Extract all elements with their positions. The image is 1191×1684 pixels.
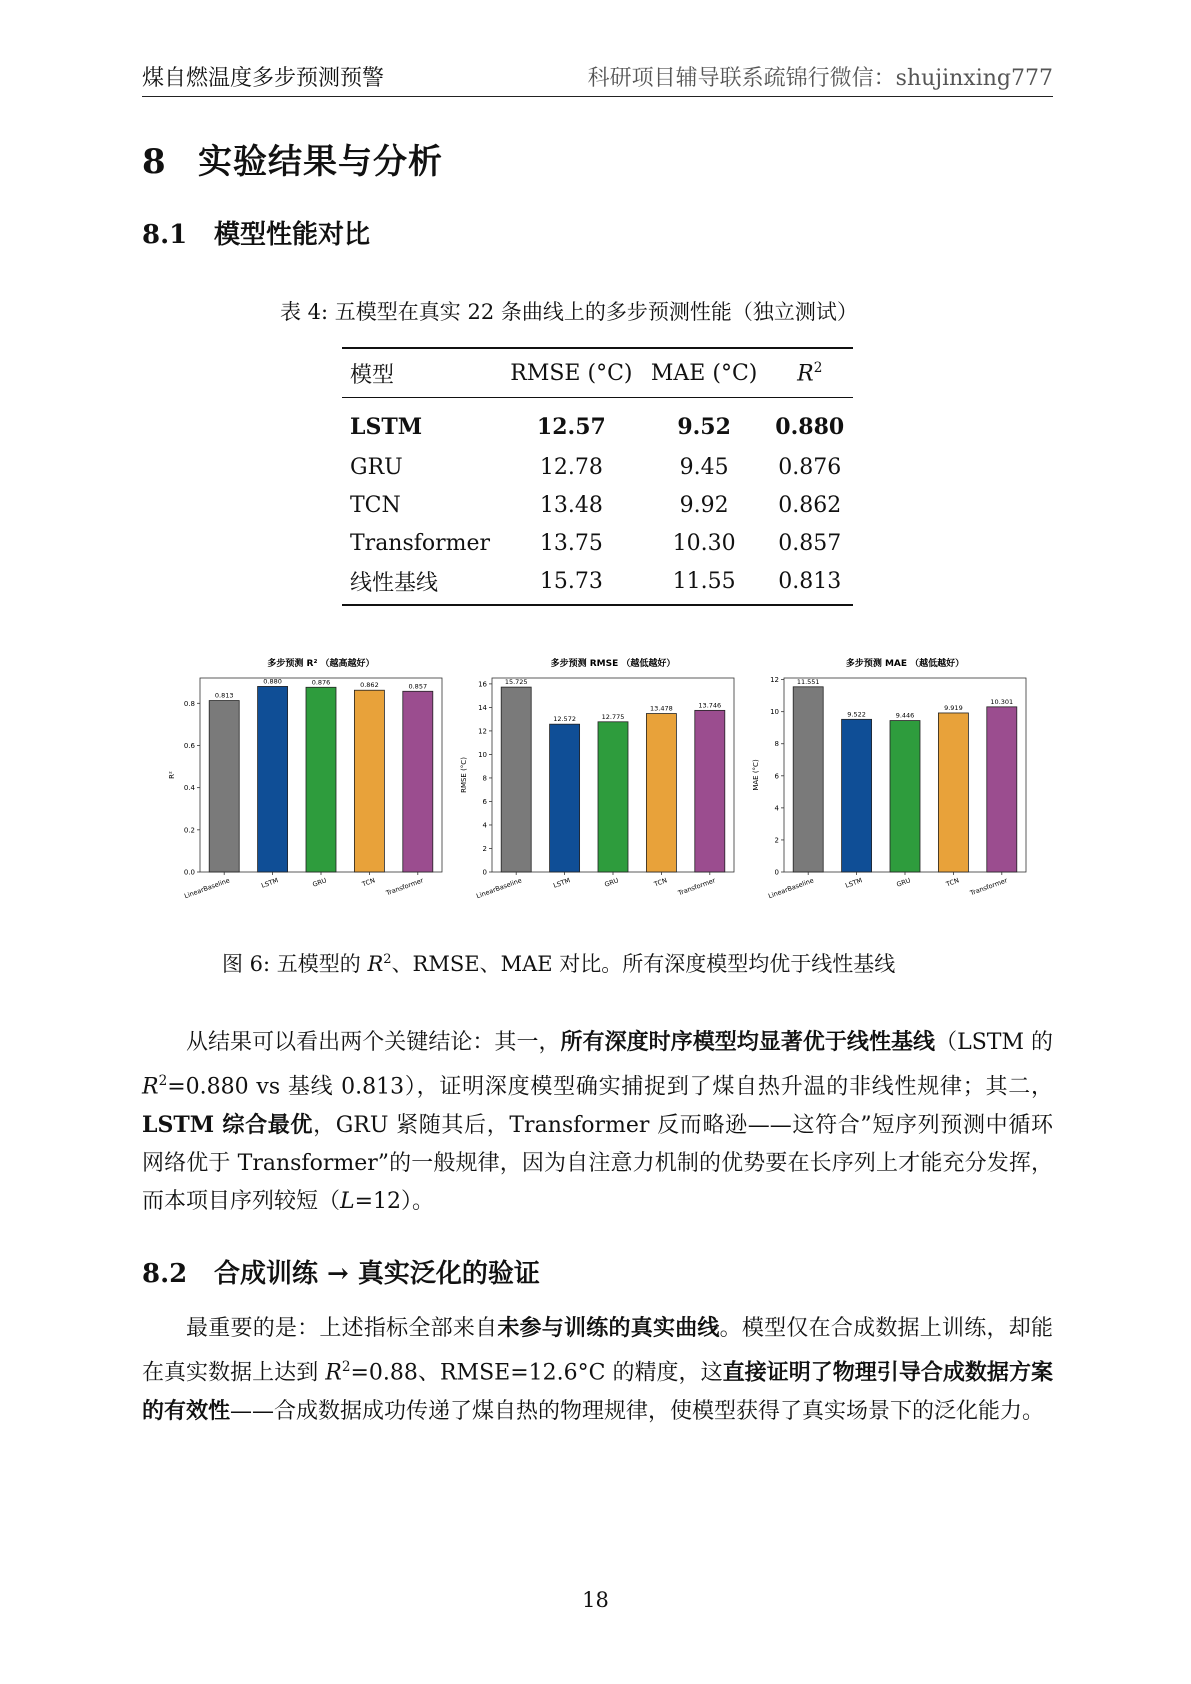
bar (987, 707, 1017, 872)
data-label: 0.857 (408, 682, 428, 691)
y-tick-label: 0 (774, 868, 779, 877)
col-header-model: 模型 (342, 348, 501, 398)
data-label: 12.775 (601, 712, 625, 721)
x-tick-label: Transformer (677, 876, 717, 898)
table-cell: 13.75 (539, 530, 603, 556)
subsection-number: 8.2 (142, 1259, 188, 1289)
col-header-r2: $R^2$ (767, 348, 854, 398)
x-tick-label: LSTM (552, 876, 572, 890)
x-tick-label: LinearBaseline (183, 876, 231, 901)
data-label: 9.919 (944, 703, 963, 712)
table-cell: TCN (350, 492, 401, 518)
y-axis-label: RMSE (°C) (460, 757, 468, 793)
table-cell: 12.78 (539, 454, 603, 480)
paragraph-validation: 最重要的是：上述指标全部来自未参与训练的真实曲线。模型仅在合成数据上训练，却能在真实数据上达到 $R^2=0.88$、RMSE=12.6°C 的精度，这直接证明了物理引导合成数据方案的有效性——合成数据成功传递了煤自热的物理规律，使模型获得了真实场景下的泛化能力。 (142, 1315, 1053, 1425)
table-cell: 12.57 (536, 414, 606, 440)
x-tick-label: TCN (361, 876, 377, 889)
data-label: 15.725 (504, 678, 528, 687)
rmse-bar-chart (452, 650, 744, 920)
data-label: 10.301 (990, 697, 1014, 706)
table-row (342, 562, 853, 605)
y-tick-label: 12 (770, 676, 779, 685)
section-heading (142, 134, 443, 183)
y-tick-label: 8 (482, 774, 487, 783)
x-tick-label: GRU (603, 876, 620, 889)
col-header-rmse: RMSE (°C) (501, 348, 642, 398)
x-tick-label: LinearBaseline (475, 876, 523, 901)
results-table (342, 347, 853, 606)
table-caption: 表 4: 五模型在真实 22 条曲线上的多步预测性能（独立测试） (280, 300, 858, 324)
data-label: 12.572 (553, 715, 576, 724)
bar (306, 687, 336, 872)
y-tick-label: 0.4 (183, 784, 195, 793)
data-label: 9.522 (847, 710, 866, 719)
r2-bar-chart (160, 650, 452, 920)
bar (646, 714, 676, 872)
y-tick-label: 8 (774, 740, 779, 749)
table-cell: 9.52 (677, 414, 731, 440)
data-label: 0.880 (263, 677, 282, 686)
y-axis-label: R² (168, 771, 176, 779)
x-tick-label: LSTM (844, 876, 864, 890)
subsection-title: 合成训练 → 真实泛化的验证 (214, 1259, 540, 1289)
y-tick-label: 0 (482, 868, 487, 877)
chart-title: 多步预测 MAE （越低越好） (845, 659, 965, 669)
y-tick-label: 4 (482, 821, 487, 830)
table-cell: GRU (350, 454, 403, 480)
y-tick-label: 2 (774, 836, 779, 845)
data-label: 0.862 (360, 681, 379, 690)
table-cell: 9.45 (679, 454, 729, 480)
bar (209, 701, 239, 872)
bar (550, 724, 580, 872)
table-cell: 9.92 (679, 492, 729, 518)
table-cell: 0.880 (775, 414, 845, 440)
section-number: 8 (142, 142, 167, 182)
y-tick-label: 14 (478, 703, 487, 712)
table-cell: Transformer (350, 530, 491, 556)
data-label: 0.813 (214, 691, 234, 700)
bar (501, 687, 531, 872)
table-row (342, 486, 853, 524)
header-contact: 科研项目辅导联系疏锦行微信：shujinxing777 (587, 66, 1053, 91)
table-row (342, 398, 853, 449)
bar (695, 710, 725, 872)
y-tick-label: 2 (482, 844, 487, 853)
y-tick-label: 0.6 (183, 741, 195, 750)
y-tick-label: 6 (482, 797, 487, 806)
table-row (342, 524, 853, 562)
x-tick-label: LSTM (260, 876, 280, 890)
bar (403, 691, 433, 872)
bar (842, 719, 872, 872)
subsection-heading-2 (142, 1253, 540, 1290)
y-tick-label: 6 (774, 772, 779, 781)
bar (890, 721, 920, 872)
table-cell: 0.857 (778, 530, 842, 556)
figure-caption: 图 6: 五模型的 $R^2$、RMSE、MAE 对比。所有深度模型均优于线性基线 (222, 952, 896, 976)
mae-bar-chart (744, 650, 1036, 920)
subsection-heading-1 (142, 214, 370, 251)
bar (938, 713, 968, 872)
data-label: 0.876 (311, 678, 331, 687)
bar (258, 686, 288, 872)
table-cell: LSTM (350, 414, 423, 440)
y-tick-label: 0.8 (183, 699, 195, 708)
subsection-number: 8.1 (142, 220, 188, 250)
y-tick-label: 16 (478, 680, 487, 689)
table-cell: 线性基线 (342, 562, 501, 605)
table-cell: 15.73 (501, 562, 642, 605)
table-cell: 0.862 (778, 492, 842, 518)
running-header (142, 62, 1053, 97)
x-tick-label: Transformer (385, 876, 425, 898)
subsection-title: 模型性能对比 (214, 220, 371, 250)
col-header-mae: MAE (°C) (642, 348, 767, 398)
table-cell: 11.55 (642, 562, 767, 605)
page-number: 18 (582, 1588, 609, 1612)
figure-charts (160, 650, 1040, 920)
data-label: 13.478 (650, 704, 673, 713)
y-tick-label: 10 (478, 750, 487, 759)
chart-title: 多步预测 R² （越高越好） (267, 659, 375, 669)
x-tick-label: GRU (311, 876, 328, 889)
x-tick-label: LinearBaseline (767, 876, 815, 901)
x-tick-label: TCN (653, 876, 669, 889)
data-label: 11.551 (796, 677, 820, 686)
table-cell: 13.48 (539, 492, 603, 518)
x-tick-label: Transformer (969, 876, 1009, 898)
x-tick-label: TCN (945, 876, 961, 889)
y-tick-label: 4 (774, 804, 779, 813)
table-row (342, 448, 853, 486)
section-title: 实验结果与分析 (198, 142, 443, 182)
table-header-row (342, 348, 853, 398)
chart-title: 多步预测 RMSE （越低越好） (550, 659, 676, 669)
y-tick-label: 10 (770, 708, 779, 717)
y-tick-label: 12 (478, 727, 487, 736)
bar (793, 687, 823, 872)
header-title: 煤自燃温度多步预测预警 (142, 66, 385, 91)
data-label: 9.446 (895, 711, 915, 720)
table-cell: 10.30 (672, 530, 736, 556)
paragraph-conclusions: 从结果可以看出两个关键结论：其一，所有深度时序模型均显著优于线性基线（LSTM 的 $R^2=0.880$ vs 基线 0.813），证明深度模型确实捕捉到了煤自热升温的非线性规律；其二，LSTM 综合最优，GRU 紧随其后，Transformer 反而略逊——这符合”短序列预测中循环网络优于 Transformer”的一般规律，因为自注意力机制的优势要在长序列上才能充分发挥，而本项目序列较短（L=12）。 (142, 1029, 1053, 1215)
y-tick-label: 0.0 (183, 868, 195, 877)
table-cell: 0.813 (767, 562, 854, 605)
x-tick-label: GRU (895, 876, 912, 889)
bar (354, 690, 384, 872)
y-axis-label: MAE (°C) (752, 759, 760, 791)
table-cell: 0.876 (778, 454, 842, 480)
bar (598, 722, 628, 872)
data-label: 13.746 (698, 701, 722, 710)
y-tick-label: 0.2 (183, 826, 195, 835)
